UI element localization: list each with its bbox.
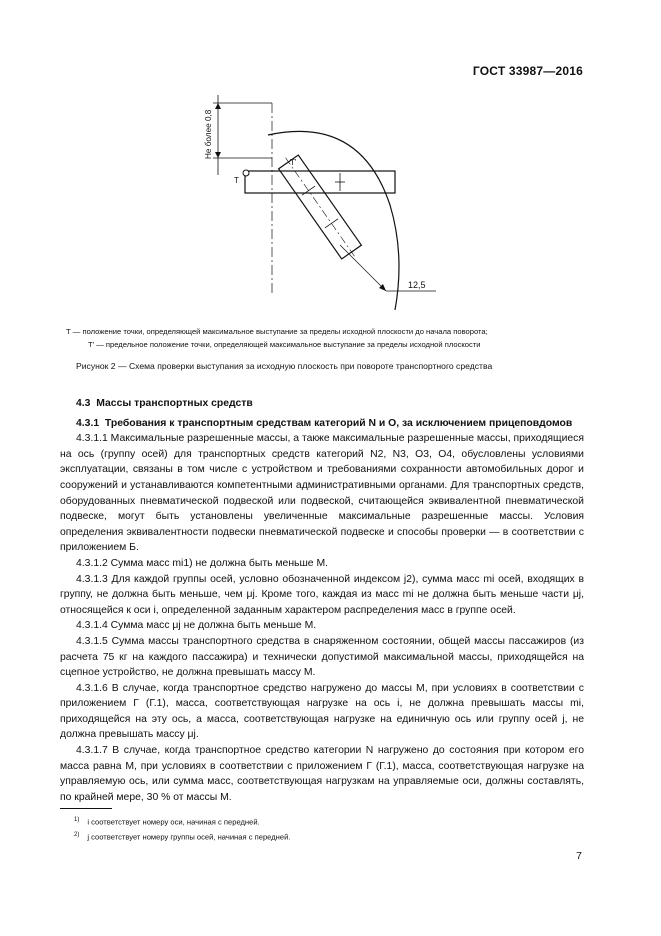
paragraph-4-3-1-3: 4.3.1.3 Для каждой группы осей, условно обозначенной индексом j2), сумма масс mi осей, входящих в группу, не должна быть меньше, чем μj. Кроме того, каждая из масс mi не должна быть меньше части μj, относящейся к оси i, определенной заданным характером распределения масс в группе осей. [60,573,584,616]
paragraph-4-3-1-7: 4.3.1.7 В случае, когда транспортное средство категории N нагружено до состояния при котором его масса равна M, при условиях в соответствии с приложением Г (Г.1), масса, соответствующая нагрузке на управляемую ось, или сумма масс, соответствующая нагрузкам на управляемые оси, должны составлять, по крайней мере, 30 % от массы M. [60,745,584,803]
footnote-separator [60,808,112,809]
section-heading: 4.3 Массы транспортных средств [76,398,253,409]
footnote-2: $^{2)}$ j соответствует номеру группы осей, начиная с передней. [74,831,291,842]
standard-code: ГОСТ 33987—2016 [472,64,583,78]
figure-caption: Рисунок 2 — Схема проверки выступания за исходную плоскость при повороте транспортного средства [76,361,493,371]
legend-line-t: Т — положение точки, определяющей максимальное выступание за пределы исходной плоскости до начала поворота; [66,327,488,336]
vertical-dimension-label: Не более 0,8 [204,109,213,159]
body-text [60,396,584,805]
point-t-marker [243,170,249,176]
paragraph-4-3-1-2: 4.3.1.2 Сумма масс mi1) не должна быть меньше M. [76,557,329,569]
paragraph-4-3-1-5: 4.3.1.5 Сумма массы транспортного средства в снаряженном состоянии, общей массы пассажиров (из расчета 75 кг на каждого пассажира) и технически допустимой максимальной массы, приходящейся на сцепное устройство, не должна превышать массу M. [60,635,584,679]
page-number: 7 [576,850,582,862]
point-t-label: T [234,176,239,185]
dimension-label: 12,5 [408,280,426,290]
legend-line-t-prime: Т' — предельное положение точки, определяющей максимальное выступание за пределы исходной плоскости [88,340,481,349]
figure-legend [66,325,596,351]
paragraph-4-3-1-4: 4.3.1.4 Сумма масс μj не должна быть меньше M. [76,620,317,632]
paragraph-4-3-1-1: 4.3.1.1 Максимальные разрешенные массы, а также максимальные разрешенные массы, приходящиеся на ось (группу осей) для транспортных средств категорий N2, N3, O3, O4, обусловлены условиями эксплуатации, связаны в том числе с устройством и требованиями сохранности автомобильных дорог и сооружений и устанавливаются компетентными административными органами. Для транспортных средств, оборудованных пневматической подвеской или подвеской, считающейся эквивалентной пневматической подвеске, могут быть установлены увеличенные максимальные разрешенные массы. Условия определения эквивалентности подвески пневматической подвеске и способы проверки — в соответствии с приложением Б. [60,433,584,554]
turning-arc [268,131,399,310]
footnote-1: $^{1)}$ i соответствует номеру оси, начиная с передней. [74,817,260,827]
figure-2-diagram [190,95,440,310]
paragraph-4-3-1-6: 4.3.1.6 В случае, когда транспортное средство нагружено до массы M, при условиях в соответствии с приложением Г (Г.1), масса, соответствующая нагрузке на ось i, не должна превышать массы mi, приходящейся на эту ось, а масса, соответствующая нагрузке на единичную ось или группу осей j, не должна превышать массу μj. [60,682,584,741]
point-t-prime-label: T' [290,158,297,167]
subsection-heading: 4.3.1 Требования к транспортным средствам категорий N и O, за исключением прицеповдомов [76,417,573,429]
footnotes [74,814,290,843]
